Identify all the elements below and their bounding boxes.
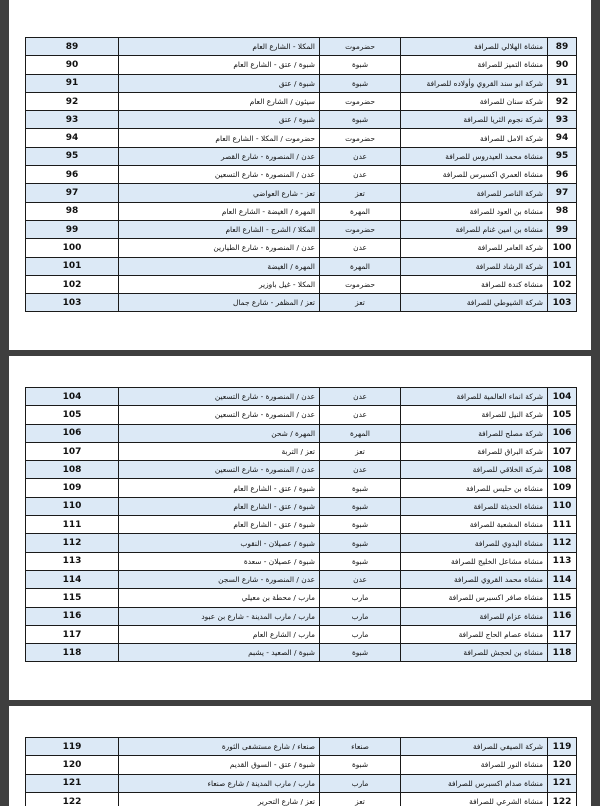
exchange-table-2 (25, 387, 577, 662)
table-row (26, 129, 577, 147)
address-cell: عدن / المنصورة - شارع التسعين (119, 461, 320, 479)
company-name-cell: منشاة التميز للصرافة (401, 56, 548, 74)
company-name-cell: منشاة عزام للصرافة (401, 607, 548, 625)
table-row (26, 202, 577, 220)
company-name-cell: شركة الشيوطي للصرافة (401, 294, 548, 312)
sequence-number-cell: 96 (26, 166, 119, 184)
table-row (26, 607, 577, 625)
table-row (26, 552, 577, 570)
table-row (26, 388, 577, 406)
company-name-cell: شركة الناصر للصرافة (401, 184, 548, 202)
company-name-cell: منشاة صافر اكسبرس للصرافة (401, 589, 548, 607)
sequence-number-cell: 103 (26, 294, 119, 312)
row-number-cell: 120 (548, 756, 577, 774)
governorate-cell: شبوة (320, 111, 401, 129)
address-cell: مارب / الشارع العام (119, 625, 320, 643)
sequence-number-cell: 99 (26, 220, 119, 238)
row-number-cell: 100 (548, 239, 577, 257)
governorate-cell: صنعاء (320, 738, 401, 756)
company-name-cell: شركة سنان للصرافة (401, 92, 548, 110)
company-name-cell: شركة الرشاد للصرافة (401, 257, 548, 275)
row-number-cell: 93 (548, 111, 577, 129)
sequence-number-cell: 108 (26, 461, 119, 479)
sequence-number-cell: 93 (26, 111, 119, 129)
sequence-number-cell: 121 (26, 774, 119, 792)
row-number-cell: 119 (548, 738, 577, 756)
governorate-cell: مارب (320, 589, 401, 607)
table-row (26, 442, 577, 460)
address-cell: شبوة / عتق - السوق القديم (119, 756, 320, 774)
row-number-cell: 98 (548, 202, 577, 220)
address-cell: المهرة / الغيضة - الشارع العام (119, 202, 320, 220)
table-row (26, 756, 577, 774)
sequence-number-cell: 113 (26, 552, 119, 570)
row-number-cell: 89 (548, 38, 577, 56)
sequence-number-cell: 91 (26, 74, 119, 92)
governorate-cell: تعز (320, 294, 401, 312)
row-number-cell: 121 (548, 774, 577, 792)
sequence-number-cell: 95 (26, 147, 119, 165)
row-number-cell: 117 (548, 625, 577, 643)
address-cell: عدن / المنصورة - شارع التسعين (119, 166, 320, 184)
address-cell: عدن / المنصورة - شارع القصر (119, 147, 320, 165)
company-name-cell: منشاة النور للصرافة (401, 756, 548, 774)
table-row (26, 111, 577, 129)
address-cell: شبوة / عتق - الشارع العام (119, 479, 320, 497)
table-row (26, 516, 577, 534)
governorate-cell: شبوة (320, 534, 401, 552)
company-name-cell: منشاة عصام الحاج للصرافة (401, 625, 548, 643)
sequence-number-cell: 114 (26, 570, 119, 588)
governorate-cell: عدن (320, 570, 401, 588)
company-name-cell: شركة الخلاقي للصرافة (401, 461, 548, 479)
governorate-cell: شبوة (320, 516, 401, 534)
sequence-number-cell: 117 (26, 625, 119, 643)
table-row (26, 570, 577, 588)
table-row (26, 497, 577, 515)
governorate-cell: تعز (320, 184, 401, 202)
row-number-cell: 109 (548, 479, 577, 497)
document-page-1 (9, 0, 591, 350)
governorate-cell: المهرة (320, 202, 401, 220)
row-number-cell: 102 (548, 275, 577, 293)
row-number-cell: 105 (548, 406, 577, 424)
address-cell: تعز / شارع التحرير (119, 792, 320, 806)
company-name-cell: شركة مصلح للصرافة (401, 424, 548, 442)
governorate-cell: شبوة (320, 74, 401, 92)
sequence-number-cell: 102 (26, 275, 119, 293)
row-number-cell: 103 (548, 294, 577, 312)
row-number-cell: 107 (548, 442, 577, 460)
company-name-cell: منشاة بن العود للصرافة (401, 202, 548, 220)
sequence-number-cell: 110 (26, 497, 119, 515)
address-cell: المكلا / الشرج - الشارع العام (119, 220, 320, 238)
table-row (26, 166, 577, 184)
sequence-number-cell: 122 (26, 792, 119, 806)
row-number-cell: 90 (548, 56, 577, 74)
governorate-cell: حضرموت (320, 275, 401, 293)
table-row (26, 625, 577, 643)
company-name-cell: منشاة بن لحجش للصرافة (401, 644, 548, 662)
company-name-cell: منشاة المشعبة للصرافة (401, 516, 548, 534)
governorate-cell: شبوة (320, 756, 401, 774)
address-cell: سيئون / الشارع العام (119, 92, 320, 110)
company-name-cell: شركة العامر للصرافة (401, 239, 548, 257)
company-name-cell: شركة الامل للصرافة (401, 129, 548, 147)
address-cell: عدن / المنصورة - شارع السجن (119, 570, 320, 588)
address-cell: شبوة / عتق (119, 111, 320, 129)
table-row (26, 479, 577, 497)
company-name-cell: منشاة بن حليس للصرافة (401, 479, 548, 497)
sequence-number-cell: 104 (26, 388, 119, 406)
company-name-cell: منشاة كندة للصرافة (401, 275, 548, 293)
governorate-cell: المهرة (320, 257, 401, 275)
governorate-cell: شبوة (320, 479, 401, 497)
table-row (26, 424, 577, 442)
row-number-cell: 96 (548, 166, 577, 184)
table-row (26, 56, 577, 74)
sequence-number-cell: 94 (26, 129, 119, 147)
table-row (26, 184, 577, 202)
company-name-cell: منشاة مشاعل الخليج للصرافة (401, 552, 548, 570)
sequence-number-cell: 98 (26, 202, 119, 220)
company-name-cell: شركة النيل للصرافة (401, 406, 548, 424)
governorate-cell: مارب (320, 625, 401, 643)
company-name-cell: منشاة صدام اكسبرس للصرافة (401, 774, 548, 792)
sequence-number-cell: 119 (26, 738, 119, 756)
governorate-cell: عدن (320, 166, 401, 184)
governorate-cell: حضرموت (320, 38, 401, 56)
sequence-number-cell: 111 (26, 516, 119, 534)
sequence-number-cell: 100 (26, 239, 119, 257)
row-number-cell: 122 (548, 792, 577, 806)
governorate-cell: شبوة (320, 56, 401, 74)
table-row (26, 74, 577, 92)
company-name-cell: منشاة الحديثة للصرافة (401, 497, 548, 515)
row-number-cell: 95 (548, 147, 577, 165)
row-number-cell: 115 (548, 589, 577, 607)
address-cell: المكلا - الشارع العام (119, 38, 320, 56)
row-number-cell: 106 (548, 424, 577, 442)
table-row (26, 220, 577, 238)
company-name-cell: شركة الصيفي للصرافة (401, 738, 548, 756)
company-name-cell: شركة انماء العالمية للصرافة (401, 388, 548, 406)
table-row (26, 92, 577, 110)
governorate-cell: حضرموت (320, 129, 401, 147)
governorate-cell: عدن (320, 388, 401, 406)
governorate-cell: شبوة (320, 552, 401, 570)
governorate-cell: مارب (320, 607, 401, 625)
address-cell: تعز / التربة (119, 442, 320, 460)
row-number-cell: 92 (548, 92, 577, 110)
row-number-cell: 116 (548, 607, 577, 625)
sequence-number-cell: 101 (26, 257, 119, 275)
address-cell: مارب / مارب المدينة / شارع صنعاء (119, 774, 320, 792)
table-row (26, 644, 577, 662)
address-cell: عدن / المنصورة - شارع التسعين (119, 406, 320, 424)
document-page-2 (9, 356, 591, 700)
sequence-number-cell: 112 (26, 534, 119, 552)
table-row (26, 738, 577, 756)
company-name-cell: منشاة محمد القروي للصرافة (401, 570, 548, 588)
table-row (26, 461, 577, 479)
governorate-cell: المهرة (320, 424, 401, 442)
row-number-cell: 91 (548, 74, 577, 92)
address-cell: المهرة / شحن (119, 424, 320, 442)
sequence-number-cell: 97 (26, 184, 119, 202)
governorate-cell: حضرموت (320, 220, 401, 238)
address-cell: تعز / المظفر - شارع جمال (119, 294, 320, 312)
table-row (26, 792, 577, 806)
address-cell: عدن / المنصورة - شارع الطيارين (119, 239, 320, 257)
address-cell: حضرموت / المكلا - الشارع العام (119, 129, 320, 147)
sequence-number-cell: 109 (26, 479, 119, 497)
sequence-number-cell: 116 (26, 607, 119, 625)
governorate-cell: عدن (320, 406, 401, 424)
row-number-cell: 94 (548, 129, 577, 147)
address-cell: شبوة / عصيلان - النقوب (119, 534, 320, 552)
sequence-number-cell: 92 (26, 92, 119, 110)
row-number-cell: 104 (548, 388, 577, 406)
governorate-cell: شبوة (320, 497, 401, 515)
row-number-cell: 114 (548, 570, 577, 588)
governorate-cell: مارب (320, 774, 401, 792)
table-row (26, 239, 577, 257)
company-name-cell: منشاة الشرعي للصرافة (401, 792, 548, 806)
governorate-cell: شبوة (320, 644, 401, 662)
table-row (26, 257, 577, 275)
sequence-number-cell: 90 (26, 56, 119, 74)
company-name-cell: منشاة العمري اكسبرس للصرافة (401, 166, 548, 184)
governorate-cell: عدن (320, 147, 401, 165)
sequence-number-cell: 118 (26, 644, 119, 662)
table-row (26, 38, 577, 56)
table-row (26, 406, 577, 424)
address-cell: شبوة / عتق - الشارع العام (119, 56, 320, 74)
row-number-cell: 101 (548, 257, 577, 275)
sequence-number-cell: 107 (26, 442, 119, 460)
company-name-cell: شركة نجوم الثريا للصرافة (401, 111, 548, 129)
table-row (26, 147, 577, 165)
address-cell: شبوة / الصعيد - يشبم (119, 644, 320, 662)
address-cell: شبوة / عتق - الشارع العام (119, 516, 320, 534)
row-number-cell: 112 (548, 534, 577, 552)
row-number-cell: 111 (548, 516, 577, 534)
row-number-cell: 113 (548, 552, 577, 570)
address-cell: مارب / محطة بن معيلي (119, 589, 320, 607)
company-name-cell: شركة البراق للصرافة (401, 442, 548, 460)
governorate-cell: تعز (320, 442, 401, 460)
sequence-number-cell: 89 (26, 38, 119, 56)
table-row (26, 589, 577, 607)
governorate-cell: حضرموت (320, 92, 401, 110)
row-number-cell: 118 (548, 644, 577, 662)
row-number-cell: 108 (548, 461, 577, 479)
company-name-cell: منشاة محمد العيدروس للصرافة (401, 147, 548, 165)
address-cell: شبوة / عتق - الشارع العام (119, 497, 320, 515)
table-row (26, 294, 577, 312)
company-name-cell: منشاة بن امين غنام للصرافة (401, 220, 548, 238)
sequence-number-cell: 120 (26, 756, 119, 774)
governorate-cell: تعز (320, 792, 401, 806)
address-cell: شبوة / عتق (119, 74, 320, 92)
row-number-cell: 97 (548, 184, 577, 202)
company-name-cell: شركة ابو سند القروي وأولاده للصرافة (401, 74, 548, 92)
table-row (26, 534, 577, 552)
governorate-cell: عدن (320, 239, 401, 257)
row-number-cell: 99 (548, 220, 577, 238)
address-cell: المهرة / الغيضة (119, 257, 320, 275)
row-number-cell: 110 (548, 497, 577, 515)
company-name-cell: منشاة الهلالي للصرافة (401, 38, 548, 56)
table-row (26, 275, 577, 293)
address-cell: شبوة / عصيلان - سعدة (119, 552, 320, 570)
table-row (26, 774, 577, 792)
address-cell: تعز - شارع العواضي (119, 184, 320, 202)
document-page-3 (9, 706, 591, 806)
address-cell: عدن / المنصورة - شارع التسعين (119, 388, 320, 406)
sequence-number-cell: 115 (26, 589, 119, 607)
address-cell: المكلا - غيل باوزير (119, 275, 320, 293)
address-cell: صنعاء / شارع مستشفى الثورة (119, 738, 320, 756)
exchange-table-3 (25, 737, 577, 806)
governorate-cell: عدن (320, 461, 401, 479)
company-name-cell: منشاة البدوي للصرافة (401, 534, 548, 552)
exchange-table-1 (25, 37, 577, 312)
address-cell: مارب / مارب المدينة - شارع بن عبود (119, 607, 320, 625)
sequence-number-cell: 105 (26, 406, 119, 424)
sequence-number-cell: 106 (26, 424, 119, 442)
